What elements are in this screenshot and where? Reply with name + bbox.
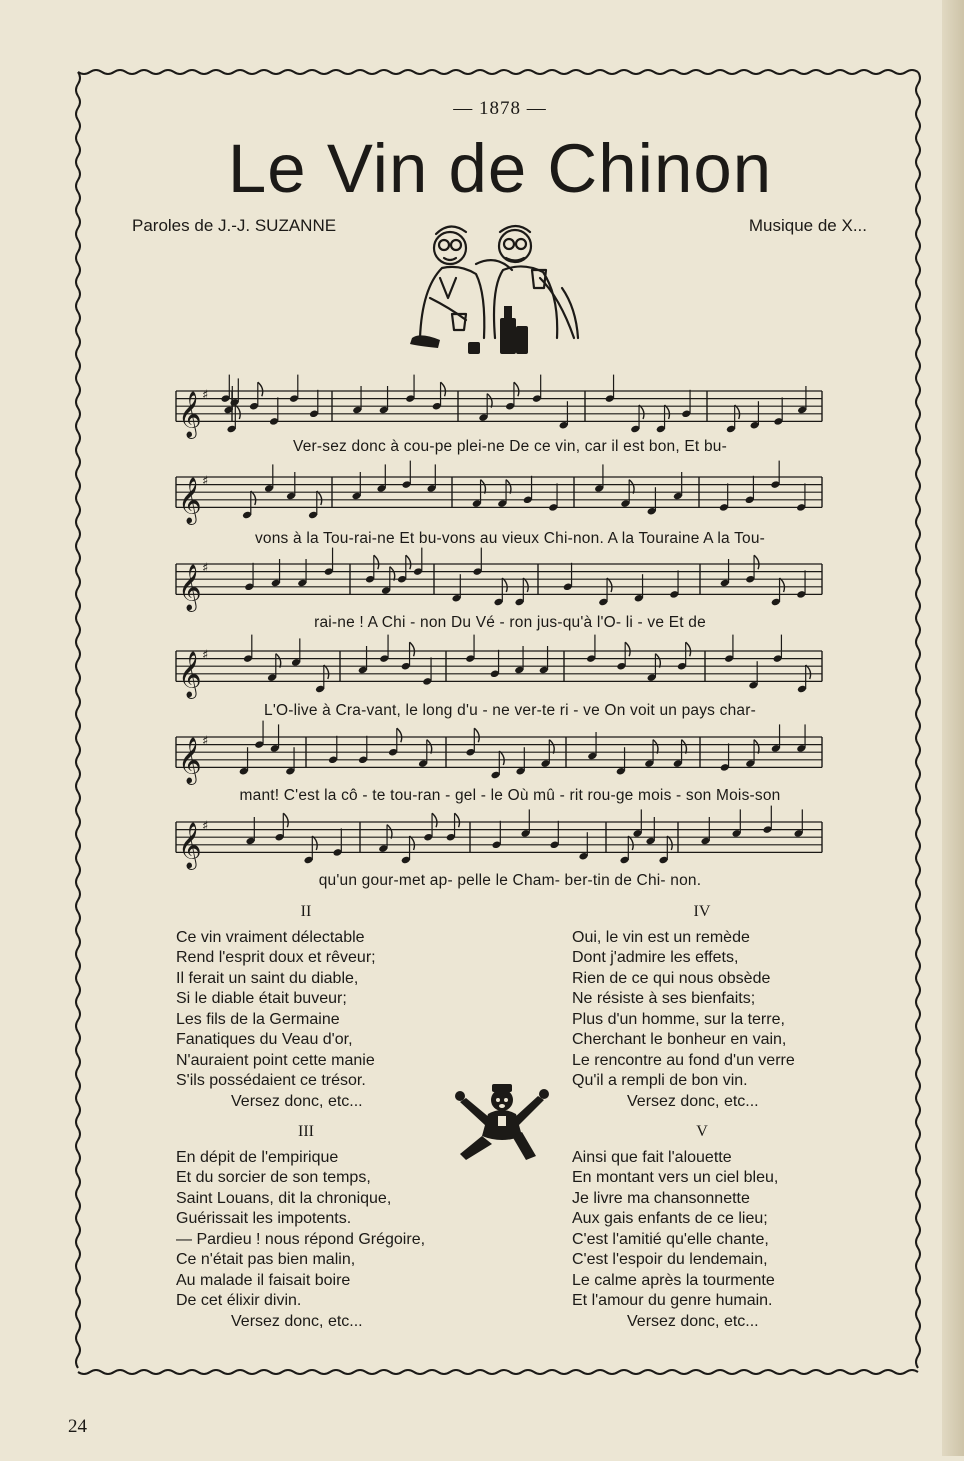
- note-flag: [735, 405, 740, 419]
- note-flag: [432, 813, 437, 827]
- note-flag: [549, 740, 554, 754]
- note-flag: [276, 654, 281, 668]
- note-flag: [474, 728, 479, 742]
- note-flag: [410, 836, 415, 850]
- dancing-man-illustration: [452, 1078, 552, 1168]
- note-flag: [686, 642, 691, 656]
- verse-2: [176, 902, 436, 1112]
- note-flag: [754, 555, 759, 569]
- treble-clef-icon: 𝄞: [178, 737, 202, 784]
- note-flag: [283, 813, 288, 827]
- note-flag: [374, 555, 379, 569]
- note-flag: [481, 480, 486, 494]
- music-staff: [176, 548, 822, 613]
- note-flag: [427, 740, 432, 754]
- verse-line: Il ferait un saint du diable,: [176, 969, 359, 987]
- note-flag: [653, 740, 658, 754]
- svg-text:♯: ♯: [202, 648, 209, 663]
- verse-refrain: Versez donc, etc...: [231, 1312, 363, 1330]
- note-flag: [499, 751, 504, 765]
- verse-refrain: Versez donc, etc...: [627, 1092, 759, 1110]
- verse-line: Les fils de la Germaine: [176, 1010, 340, 1028]
- lyricist-credit: Paroles de J.-J. SUZANNE: [132, 216, 337, 235]
- note-flag: [514, 382, 519, 396]
- note-flag: [235, 405, 240, 419]
- note-flag: [258, 382, 263, 396]
- verse-line: Le rencontre au fond d'un verre: [572, 1051, 795, 1069]
- note-flag: [780, 578, 785, 592]
- note-flag: [506, 480, 511, 494]
- note-flag: [406, 555, 411, 569]
- verse-line: — Pardieu ! nous répond Grégoire,: [176, 1230, 426, 1248]
- verse-line: Ce n'était pas bien malin,: [176, 1251, 356, 1268]
- verse-line: Ce vin vraiment délectable: [176, 928, 365, 946]
- verse-refrain: Versez donc, etc...: [231, 1092, 363, 1110]
- note-flag: [628, 836, 633, 850]
- note-flag: [639, 405, 644, 419]
- note-flag: [806, 665, 811, 679]
- treble-clef-icon: 𝄞: [178, 651, 202, 698]
- note-flag: [317, 491, 322, 505]
- verse-line: Ainsi que fait l'alouette: [572, 1148, 732, 1166]
- verse-line: Guérissait les impotents.: [176, 1210, 352, 1227]
- music-staff: [176, 635, 822, 700]
- verse-line: C'est l'amitié qu'elle chante,: [572, 1230, 769, 1248]
- song-title: Le Vin de Chinon: [227, 130, 773, 207]
- verse-line: De cet élixir divin.: [176, 1292, 302, 1309]
- svg-text:♯: ♯: [202, 561, 209, 576]
- verse-line: Ne résiste à ses bienfaits;: [572, 990, 756, 1007]
- note-flag: [312, 836, 317, 850]
- lyric-line-1: Ver-sez donc à cou-pe plei-ne De ce vin, car il est bon, Et bu-: [293, 438, 727, 455]
- lyric-line-2: vons à la Tou-rai-ne Et bu-vons au vieux Chi-non. A la Touraine A la Tou-: [254, 530, 766, 547]
- verse-line: Je livre ma chansonnette: [572, 1189, 750, 1207]
- verse-number: V: [696, 1123, 708, 1140]
- verse-3: [176, 1122, 436, 1332]
- verse-line: Oui, le vin est un remède: [572, 928, 750, 946]
- note-flag: [502, 578, 507, 592]
- svg-text:♯: ♯: [202, 388, 209, 403]
- verse-line: Et l'amour du genre humain.: [572, 1292, 773, 1309]
- music-staff: [176, 721, 822, 786]
- music-staff: [176, 375, 822, 440]
- svg-text:♯: ♯: [202, 734, 209, 749]
- verse-number: IV: [693, 903, 711, 920]
- music-staff: [176, 806, 822, 871]
- lyric-line-6: qu'un gour-met ap- pelle le Cham- ber-tin de Chi- non.: [318, 872, 702, 889]
- lyric-line-4: L'O-live à Cra-vant, le long d'u - ne ver-te ri - ve On voit un pays char-: [264, 702, 756, 719]
- verse-line: C'est l'espoir du lendemain,: [572, 1251, 768, 1268]
- note-flag: [667, 836, 672, 850]
- note-flag: [682, 740, 687, 754]
- svg-text:♯: ♯: [202, 474, 209, 489]
- treble-clef-icon: 𝄞: [178, 477, 202, 524]
- verse-line: Le calme après la tourmente: [572, 1271, 775, 1289]
- note-flag: [607, 578, 612, 592]
- verse-line: Rien de ce qui nous obsède: [572, 969, 771, 987]
- note-flag: [629, 480, 634, 494]
- note-flag: [410, 642, 415, 656]
- verse-5: [572, 1122, 832, 1332]
- note-flag: [251, 491, 256, 505]
- verse-4: [572, 902, 832, 1112]
- verse-line: Au malade il faisait boire: [176, 1271, 351, 1289]
- verse-line: Aux gais enfants de ce lieu;: [572, 1210, 768, 1227]
- verse-line: Si le diable était buveur;: [176, 990, 347, 1007]
- verse-line: Rend l'esprit doux et rêveur;: [176, 949, 376, 966]
- note-flag: [665, 405, 670, 419]
- note-flag: [523, 578, 528, 592]
- treble-clef-icon: 𝄞: [178, 822, 202, 869]
- page-number: 24: [68, 1416, 87, 1437]
- note-flag: [324, 665, 329, 679]
- lyric-line-5: mant! C'est la cô - te tou-ran - gel - le Où mû - rit rou-ge mois - son Mois-son: [239, 787, 781, 804]
- verse-refrain: Versez donc, etc...: [627, 1312, 759, 1330]
- song-year: — 1878 —: [453, 98, 547, 119]
- treble-clef-icon: 𝄞: [178, 391, 202, 438]
- music-staff: [176, 461, 822, 526]
- svg-text:♯: ♯: [202, 819, 209, 834]
- verse-line: En dépit de l'empirique: [176, 1148, 339, 1166]
- note-flag: [487, 394, 492, 408]
- note-flag: [390, 567, 395, 581]
- verse-line: Et du sorcier de son temps,: [176, 1169, 371, 1186]
- note-flag: [455, 813, 460, 827]
- verse-line: Cherchant le bonheur en vain,: [572, 1031, 787, 1048]
- composer-credit: Musique de X...: [748, 216, 867, 235]
- note-flag: [655, 654, 660, 668]
- verse-line: Qu'il a rempli de bon vin.: [572, 1072, 748, 1089]
- lyric-line-3: rai-ne ! A Chi - non Du Vé - ron jus-qu'à l'O- li - ve Et de: [314, 614, 706, 631]
- note-flag: [397, 728, 402, 742]
- verse-number: II: [300, 903, 312, 920]
- note-flag: [754, 740, 759, 754]
- verse-line: Plus d'un homme, sur la terre,: [572, 1010, 785, 1028]
- note-flag: [441, 382, 446, 396]
- verse-line: S'ils possédaient ce trésor.: [176, 1072, 366, 1089]
- treble-clef-icon: 𝄞: [178, 564, 202, 611]
- verse-line: Saint Louans, dit la chronique,: [176, 1189, 392, 1207]
- verse-number: III: [298, 1123, 314, 1140]
- note-flag: [387, 825, 392, 839]
- verse-line: En montant vers un ciel bleu,: [572, 1169, 779, 1186]
- verse-line: Dont j'admire les effets,: [572, 949, 739, 966]
- verse-line: Fanatiques du Veau d'or,: [176, 1031, 353, 1048]
- verse-line: N'auraient point cette manie: [176, 1051, 375, 1069]
- note-flag: [625, 642, 630, 656]
